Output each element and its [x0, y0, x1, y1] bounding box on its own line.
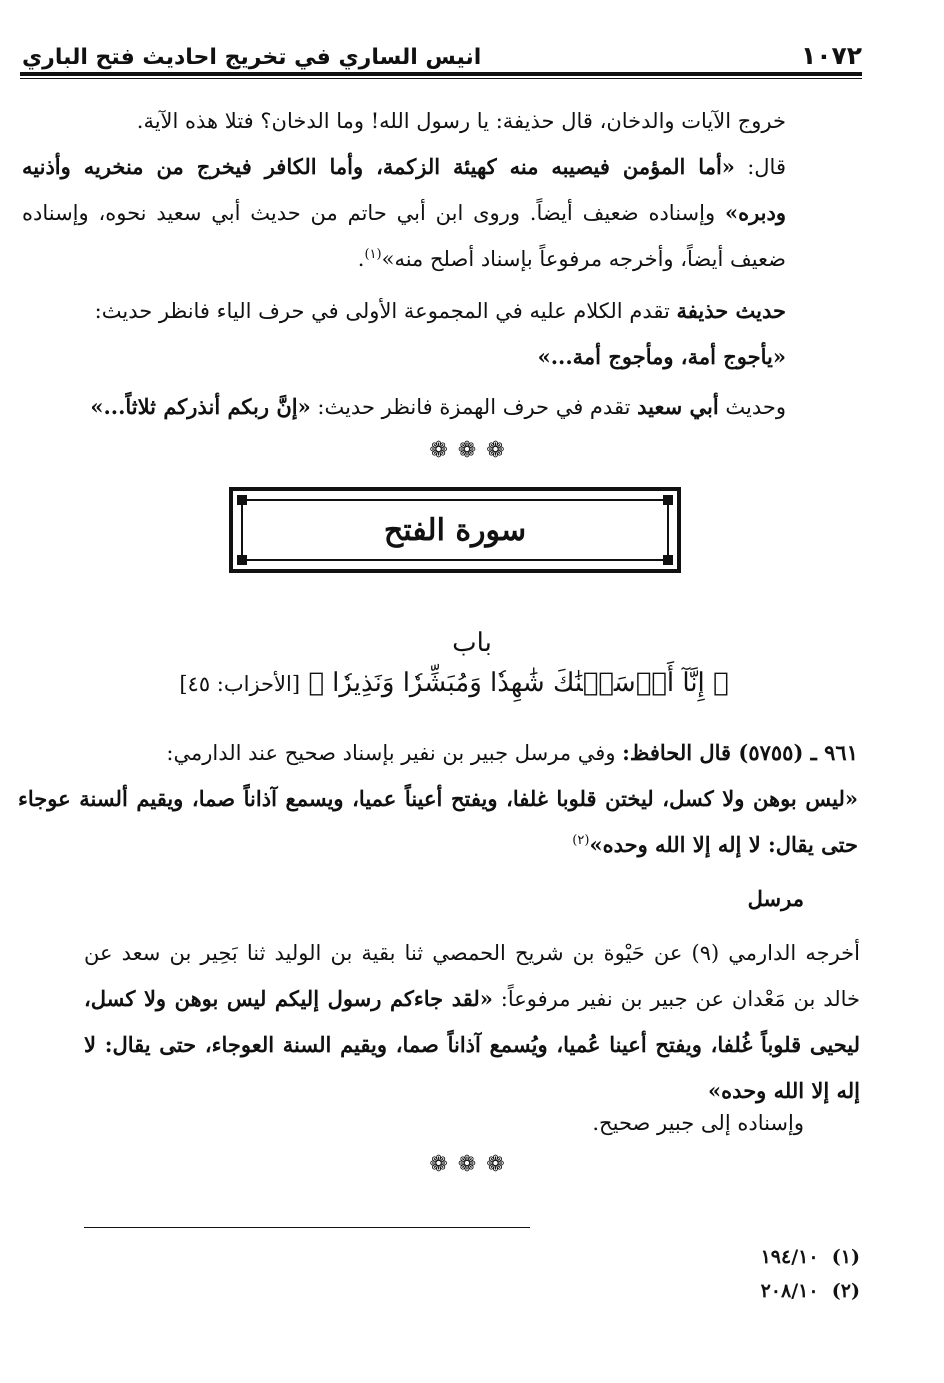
narrator-name: حديث حذيفة	[676, 298, 786, 323]
takhrij-paragraph	[84, 930, 860, 1114]
verse-text: ﴿ إِنَّآ أَرۡسَلۡنَٰكَ شَٰهِدٗا وَمُبَشِّرٗا وَنَذِيرٗا ﴾	[308, 668, 729, 698]
footnote-mark: (٢)	[831, 1280, 860, 1302]
running-header	[22, 30, 862, 70]
surah-title: سورة الفتح	[241, 499, 669, 561]
separator-ornament: ❁❁❁	[429, 1152, 515, 1177]
hadith-quote: «لقد جاءكم رسول إليكم ليس بوهن ولا كسل، ليحيى قلوباً غُلفا، ويفتح أعينا عُميا، ويُسمع آذاناً صما، ويقيم السنة العوجاء، حتى يقال: لا إله إلا الله وحده»	[84, 986, 860, 1103]
isnad-note: وإسناده إلى جبير صحيح.	[592, 1111, 804, 1135]
hadith-quote: «ليس بوهن ولا كسل، ليختن قلوبا غلفا، ويفتح أعيناً عميا، ويسمع آذاناً صما، ويقيم ألسنة عوجاء حتى يقال: لا إله إلا الله وحده»	[18, 786, 858, 857]
surah-title-frame	[229, 487, 681, 573]
text: أخرجه الدارمي (٩) عن حَيْوة بن شريح الحمصي ثنا بقية بن الوليد ثنا بَحِير بن سعد عن خالد بن مَعْدان عن جبير بن نفير مرفوعاً:	[84, 941, 860, 1011]
footnote-mark: (١)	[831, 1246, 860, 1268]
narrator-name: أبي سعيد	[637, 394, 719, 419]
verse-reference: [الأحزاب: ٤٥]	[179, 672, 301, 696]
hadith-quote: «أما المؤمن فيصيبه منه كهيئة الزكمة، وأما الكافر فيخرج من منخريه وأذنيه ودبره»	[22, 154, 786, 225]
text: وإسناده ضعيف أيضاً. وروى ابن أبي حاتم من حديث أبي سعيد نحوه، وإسناده ضعيف أيضاً، وأخرجه مرفوعاً بإسناد أصلح منه»	[22, 201, 786, 271]
hadith-number: ٩٦١ ـ (٥٧٥٥) قال الحافظ:	[622, 740, 858, 765]
text: تقدم الكلام عليه في المجموعة الأولى في حرف الياء فانظر حديث:	[94, 299, 677, 323]
hadith-entry	[18, 730, 858, 868]
paragraph-abu-said	[22, 384, 786, 430]
text: وفي مرسل جبير بن نفير بإسناد صحيح عند الدارمي:	[166, 741, 623, 765]
text: تقدم في حرف الهمزة فانظر حديث:	[310, 395, 638, 419]
hadith-quote: «إنَّ ربكم أنذركم ثلاثاً...»	[90, 394, 311, 419]
footnote-1	[560, 1240, 860, 1274]
quran-verse	[104, 668, 804, 698]
text: خروج الآيات والدخان، قال حذيفة: يا رسول الله! وما الدخان؟ فتلا هذه الآية.	[136, 109, 786, 133]
chapter-heading: باب	[452, 628, 492, 658]
separator-ornament: ❁❁❁	[429, 438, 515, 463]
text: وحديث	[718, 395, 786, 419]
text: قال:	[734, 155, 786, 179]
footnote-2	[560, 1274, 860, 1308]
text: .	[357, 247, 365, 271]
footnote-ref: ٢٠٨/١٠	[760, 1280, 819, 1302]
book-title: انيس الساري في تخريج احاديث فتح الباري	[22, 45, 482, 70]
footnote-marker: (١)	[364, 247, 382, 262]
paragraph-hudhayfa	[22, 288, 786, 380]
paragraph-dukhan	[22, 98, 786, 282]
header-rule	[20, 72, 862, 79]
page-number: ١٠٧٢	[800, 41, 862, 70]
hadith-quote: «يأجوج أمة، ومأجوج أمة...»	[537, 344, 786, 369]
footnote-marker: (٢)	[572, 833, 590, 848]
footnote-ref: ١٩٤/١٠	[760, 1246, 819, 1268]
footnotes	[560, 1240, 860, 1308]
hadith-grade: مرسل	[747, 886, 804, 911]
footnote-rule	[84, 1227, 530, 1228]
